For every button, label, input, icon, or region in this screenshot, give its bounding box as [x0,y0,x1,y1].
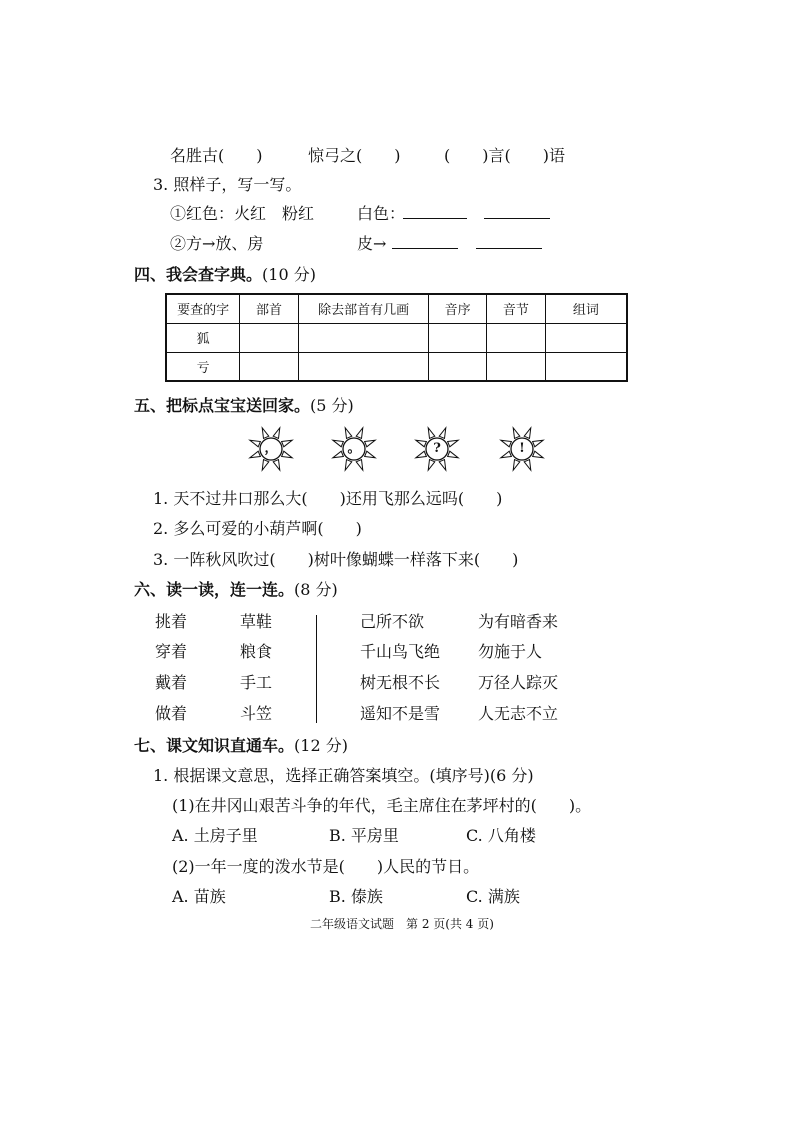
section-4-points: (10 分) [262,265,316,284]
q3-task-2: 皮→ [357,234,387,253]
match-item[interactable]: 穿着 [155,642,188,661]
match-item[interactable]: 万径人踪灭 [478,673,559,692]
table-header: 部首 [240,294,299,323]
q3-example-2: ②方→放、房 [170,234,264,253]
q3-task-1: 白色： [357,204,406,223]
option-c[interactable]: C. 满族 [466,887,520,906]
sun-comma-icon [246,424,296,474]
section-5-heading [134,393,354,416]
match-item[interactable]: 挑着 [155,612,188,631]
punctuation-mark: ? [433,441,441,456]
table-cell: 狐 [166,323,240,352]
section-6-heading [134,577,338,600]
match-item[interactable]: 手工 [240,673,273,692]
match-item[interactable]: 戴着 [155,673,188,692]
match-item[interactable]: 千山鸟飞绝 [360,642,441,661]
idiom-1: 名胜古( ) [170,146,263,165]
idiom-2: 惊弓之( ) [308,146,401,165]
table-cell[interactable] [545,352,627,381]
question-1-1: (1)在井冈山艰苦斗争的年代，毛主席住在茅坪村的( )。 [172,796,592,815]
section-5-item-3: 3. 一阵秋风吹过( )树叶像蝴蝶一样落下来( ) [153,550,519,569]
answer-blank[interactable] [476,248,542,249]
match-item[interactable]: 粮食 [240,642,273,661]
match-item[interactable]: 遥知不是雪 [360,704,441,723]
table-header: 除去部首有几画 [298,294,428,323]
answer-blank[interactable] [484,218,550,219]
section-5-item-2: 2. 多么可爱的小葫芦啊( ) [153,519,362,538]
option-b[interactable]: B. 平房里 [329,826,399,845]
section-4-title: 四、我会查字典。 [134,265,263,284]
question-3: 3. 照样子，写一写。 [153,175,302,194]
sun-period-icon [329,424,379,474]
match-item[interactable]: 勿施于人 [478,642,543,661]
match-item[interactable]: 做着 [155,704,188,723]
punctuation-mark: 。 [347,441,361,456]
table-cell[interactable] [240,323,299,352]
punctuation-mark: ， [264,441,278,456]
table-row [166,352,627,381]
dictionary-table [165,293,628,382]
table-header: 音序 [429,294,487,323]
match-item[interactable]: 斗笠 [240,704,273,723]
question-1-2: (2)一年一度的泼水节是( )人民的节日。 [172,857,480,876]
match-item[interactable]: 草鞋 [240,612,273,631]
table-cell[interactable] [487,323,546,352]
table-header: 要查的字 [166,294,240,323]
section-5-title: 五、把标点宝宝送回家。 [134,396,311,415]
table-cell[interactable] [429,323,487,352]
punctuation-mark: ! [519,441,525,456]
table-cell[interactable] [487,352,546,381]
table-cell[interactable] [240,352,299,381]
table-cell[interactable] [545,323,627,352]
table-cell[interactable] [429,352,487,381]
divider-line [316,615,317,723]
table-header: 音节 [487,294,546,323]
section-4-heading [134,262,316,285]
answer-blank[interactable] [392,248,458,249]
match-item[interactable]: 己所不欲 [360,612,425,631]
option-a[interactable]: A. 苗族 [172,887,226,906]
q3-example-1: ①红色：火红 粉红 [170,204,315,223]
match-item[interactable]: 树无根不长 [360,673,441,692]
table-cell[interactable] [298,323,428,352]
sun-question-icon [412,424,462,474]
section-7-question-1: 1. 根据课文意思，选择正确答案填空。(填序号)(6 分) [153,766,534,785]
section-6-points: (8 分) [294,580,338,599]
match-item[interactable]: 为有暗香来 [478,612,559,631]
answer-blank[interactable] [403,218,467,219]
idiom-3: ( )言( )语 [444,146,565,165]
section-6-title: 六、读一读，连一连。 [134,580,295,599]
table-cell[interactable] [298,352,428,381]
sun-exclamation-icon [497,424,547,474]
section-7-title: 七、课文知识直通车。 [134,736,295,755]
table-cell: 亏 [166,352,240,381]
section-7-heading [134,733,348,756]
section-5-points: (5 分) [310,396,354,415]
page-footer: 二年级语文试题 第 2 页(共 4 页) [310,917,494,931]
table-header-row [166,294,627,323]
section-5-item-1: 1. 天不过井口那么大( )还用飞那么远吗( ) [153,489,503,508]
option-c[interactable]: C. 八角楼 [466,826,536,845]
option-b[interactable]: B. 傣族 [329,887,383,906]
section-7-points: (12 分) [294,736,348,755]
match-item[interactable]: 人无志不立 [478,704,559,723]
table-header: 组词 [545,294,627,323]
table-row [166,323,627,352]
option-a[interactable]: A. 土房子里 [172,826,258,845]
